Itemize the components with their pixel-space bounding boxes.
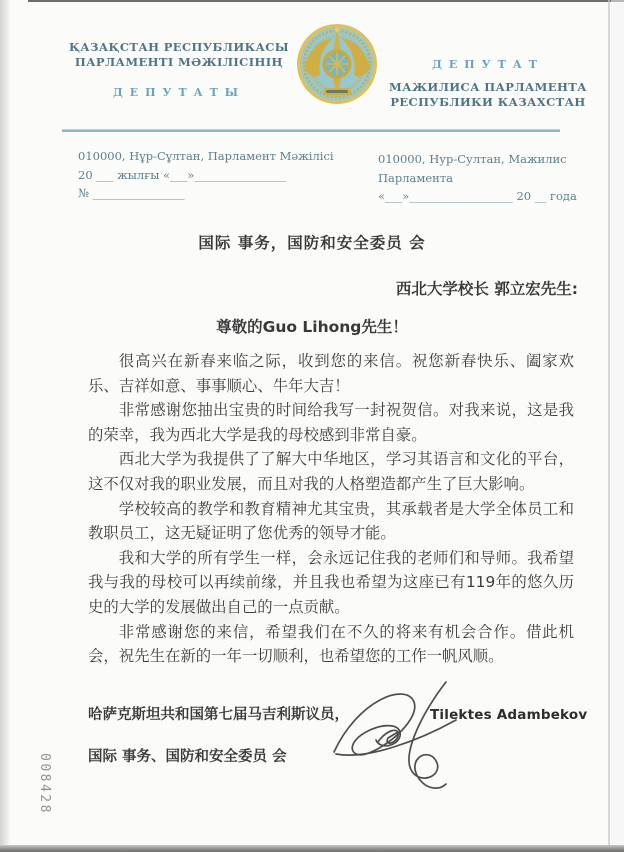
salutation-line: 尊敬的Guo Lihong先生！ <box>216 318 408 336</box>
scan-right-edge <box>611 0 624 852</box>
letterhead-russian-line2: РЕСПУБЛИКИ КАЗАХСТАН <box>390 95 586 109</box>
address-russian-line1: 010000, Нур-Султан, Мажилис Парламента <box>378 152 567 185</box>
address-block-russian <box>378 150 614 206</box>
scan-fold-line <box>608 0 610 852</box>
address-russian-date-line: «___»__________________ 20 __ года <box>378 189 577 203</box>
serial-number-stamp: 008428 <box>37 753 52 815</box>
letter-paragraph: 很高兴在新春来临之际，收到您的来信。祝您新春快乐、阖家欢乐、吉祥如意、事事顺心、牛年大吉！ <box>88 352 574 395</box>
letterhead-russian-deputy: ДЕПУТАТ <box>432 58 544 71</box>
address-kazakh-date-line: 20 ___ жылғы «___»________________ <box>78 167 287 182</box>
address-kazakh-line1: 010000, Нұр-Сұлтан, Парламент Мәжілісі <box>78 149 334 163</box>
letterhead-russian-line1: МАЖИЛИСА ПАРЛАМЕНТА <box>389 80 587 94</box>
address-kazakh-number-line: № ________________ <box>78 186 185 200</box>
scan-top-edge <box>28 0 624 2</box>
committee-title: 国际 事务，国防和安全委员 会 <box>198 234 426 252</box>
letter-paragraph: 学校较高的教学和教育精神尤其宝贵，其承载者是大学全体员工和教职员工，这无疑证明了您优秀的领导才能。 <box>88 499 574 543</box>
kazakhstan-emblem-icon <box>296 23 378 105</box>
letterhead-separator-line <box>62 129 560 132</box>
signoff-committee-line: 国际 事务、国防和安全委员 会 <box>88 749 287 765</box>
addressee-line: 西北大学校长 郭立宏先生: <box>395 280 578 298</box>
letterhead-kazakh <box>60 40 298 100</box>
letter-paragraph: 我和大学的所有学生一样，会永远记住我的老师们和导师。我希望我与我的母校可以再续前缘，并且我也希望为这座已有119年的悠久历史的大学的发展做出自己的一点贡献。 <box>88 548 574 616</box>
letter-paragraph: 非常感谢您的来信，希望我们在不久的将来有机会合作。借此机会，祝先生在新的一年一切顺利，也希望您的工作一帆风顺。 <box>88 622 574 666</box>
scan-bottom-edge <box>0 845 624 852</box>
letterhead-kazakh-deputy: ДЕПУТАТЫ <box>112 86 246 99</box>
letterhead-kazakh-line2: ПАРЛАМЕНТІ МӘЖІЛІСІНІҢ <box>74 55 284 69</box>
letterhead-russian <box>386 57 590 110</box>
letterhead-kazakh-line1: ҚАЗАҚСТАН РЕСПУБЛИКАСЫ <box>69 40 289 54</box>
letter-body <box>88 349 574 669</box>
scan-left-edge <box>0 0 11 852</box>
signer-name: Tilektes Adambekov <box>430 707 588 723</box>
letter-paragraph: 非常感谢您抽出宝贵的时间给我写一封祝贺信。对我来说，这是我的荣幸，我为西北大学是我的母校感到非常自豪。 <box>88 401 574 444</box>
signoff-role-line: 哈萨克斯坦共和国第七届马吉利斯议员， <box>88 707 349 723</box>
letter-paragraph: 西北大学为我提供了了解大中华地区，学习其语言和文化的平台，这不仅对我的职业发展，而且对我的人格塑造都产生了巨大影响。 <box>88 450 574 493</box>
handwritten-signature <box>328 680 480 795</box>
address-block-kazakh <box>78 147 358 203</box>
